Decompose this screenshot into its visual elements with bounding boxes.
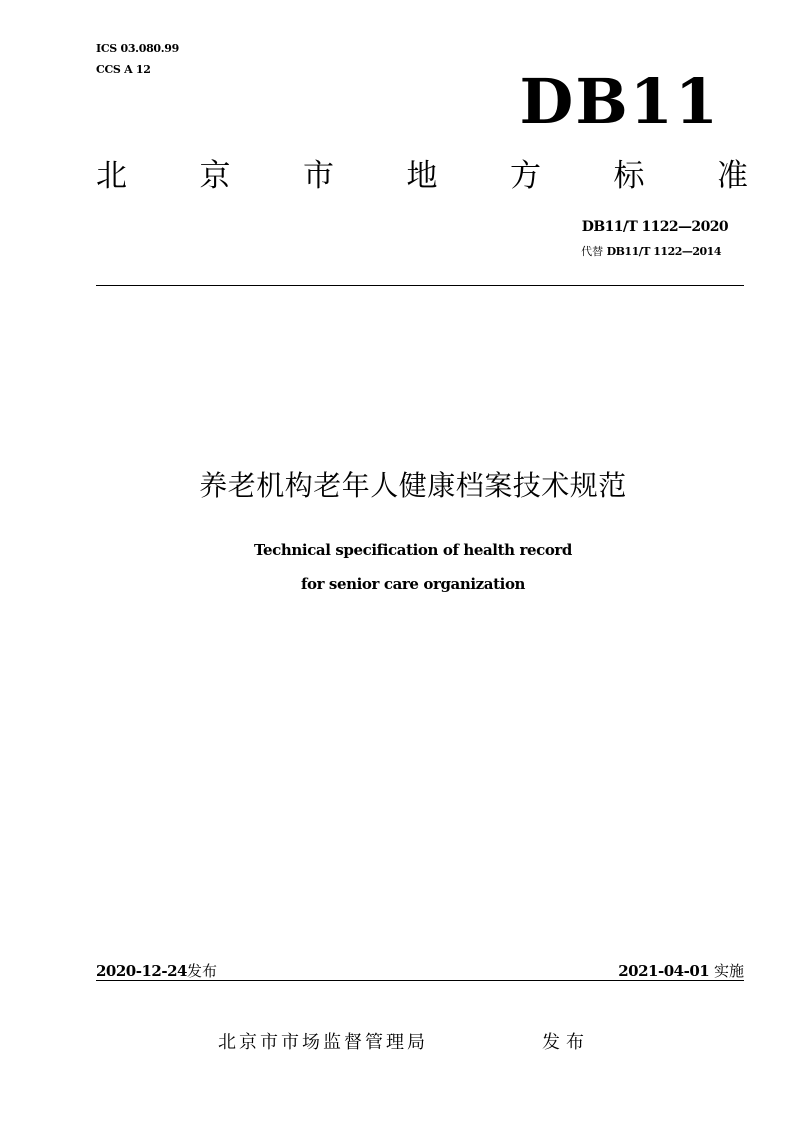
db-standard-logo: DB11 xyxy=(519,65,720,138)
issue-date xyxy=(96,960,217,982)
dates-divider xyxy=(96,980,744,981)
title-char: 地 xyxy=(406,158,438,194)
issue-label: 发布 xyxy=(186,962,217,980)
publisher-name: 北京市市场监督管理局 xyxy=(218,1032,428,1053)
publish-label: 发布 xyxy=(542,1032,590,1053)
replaces-label: 代替 xyxy=(581,245,604,258)
document-title-en-line1: Technical specification of health record xyxy=(253,541,573,559)
ics-code: ICS 03.080.99 xyxy=(96,42,180,55)
implement-label: 实施 xyxy=(713,962,744,980)
title-char: 准 xyxy=(717,158,748,194)
title-char: 市 xyxy=(303,158,334,194)
ccs-code: CCS A 12 xyxy=(96,63,151,76)
document-title-cn: 养老机构老年人健康档案技术规范 xyxy=(199,469,627,502)
local-standard-title xyxy=(96,154,748,198)
title-char: 北 xyxy=(96,158,127,194)
title-char: 京 xyxy=(199,158,231,194)
header-divider xyxy=(96,285,744,286)
replaces-line xyxy=(581,244,721,260)
implement-date xyxy=(618,960,744,982)
title-char: 方 xyxy=(510,158,541,194)
implement-date-value: 2021-04-01 xyxy=(618,962,710,980)
document-title-en-line2: for senior care organization xyxy=(300,575,526,593)
standard-number: DB11/T 1122—2020 xyxy=(581,219,728,235)
replaces-number: DB11/T 1122—2014 xyxy=(606,245,721,258)
issue-date-value: 2020-12-24 xyxy=(96,962,187,980)
title-char: 标 xyxy=(613,158,645,194)
